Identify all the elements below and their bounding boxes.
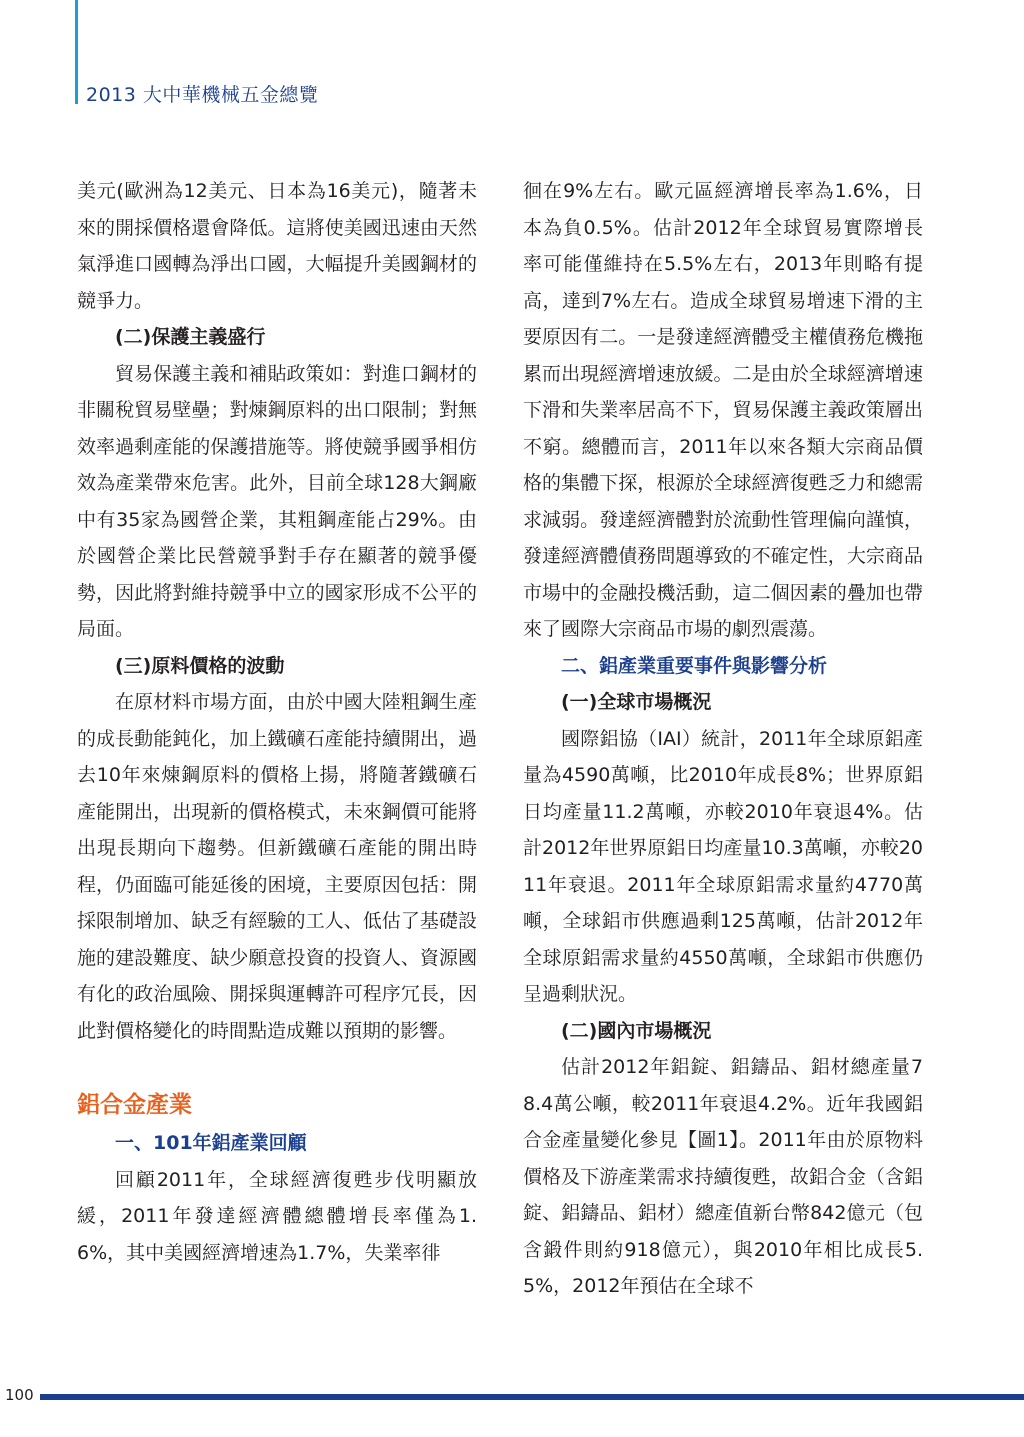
footer-rule xyxy=(40,1394,1024,1400)
paragraph: 徊在9%左右。歐元區經濟增長率為1.6%，日本為負0.5%。估計2012年全球貿易實際增長率可能僅維持在5.5%左右，2013年則略有提高，達到7%左右。造成全球貿易增速下滑的主要原因有二。一是發達經濟體受主權債務危機拖累而出現經濟增速放緩。二是由於全球經濟增速下滑和失業率居高不下，貿易保護主義政策層出不窮。總體而言，2011年以來各類大宗商品價格的集體下探，根源於全球經濟復甦乏力和總需求減弱。發達經濟體對於流動性管理偏向謹慎，發達經濟體債務問題導致的不確定性，大宗商品市場中的金融投機活動，這二個因素的疊加也帶來了國際大宗商品市場的劇烈震蕩。 xyxy=(523,180,923,640)
paragraph: 回顧2011年，全球經濟復甦步伐明顯放緩，2011年發達經濟體總體增長率僅為1.6%，其中美國經濟增速為1.7%，失業率徘 xyxy=(77,1168,477,1264)
section-title-aluminum: 鋁合金產業 xyxy=(77,1092,192,1118)
subheading-impact-analysis: 二、鋁產業重要事件與影響分析 xyxy=(561,654,828,677)
subheading-raw-material: (三)原料價格的波動 xyxy=(115,654,285,677)
subheading-domestic-market: (二)國內市場概況 xyxy=(561,1019,712,1042)
right-column xyxy=(523,173,923,1305)
subheading-global-market: (一)全球市場概況 xyxy=(561,691,712,713)
paragraph: 美元(歐洲為12美元、日本為16美元)，隨著未來的開採價格還會降低。這將使美國迅速由天然氣淨進口國轉為淨出口國，大幅提升美國鋼材的競爭力。 xyxy=(77,180,477,312)
paragraph: 國際鋁協（IAI）統計，2011年全球原鋁產量為4590萬噸，比2010年成長8%；世界原鋁日均產量11.2萬噸，亦較2010年衰退4%。估計2012年世界原鋁日均產量10.3萬噸，亦較2011年衰退。2011年全球原鋁需求量約4770萬噸，全球鋁市供應過剩125萬噸，估計2012年全球原鋁需求量約4550萬噸，全球鋁市供應仍呈過剩狀況。 xyxy=(523,727,923,1005)
paragraph: 貿易保護主義和補貼政策如：對進口鋼材的非關稅貿易壁壘；對煉鋼原料的出口限制；對無效率過剩產能的保護措施等。將使競爭國爭相仿效為產業帶來危害。此外，目前全球128大鋼廠中有35家為國營企業，其粗鋼產能占29%。由於國營企業比民營競爭對手存在顯著的競爭優勢，因此將對維持競爭中立的國家形成不公平的局面。 xyxy=(77,362,477,640)
page-number: 100 xyxy=(5,1386,34,1404)
left-column xyxy=(77,173,477,1271)
page-header-title: 2013 大中華機械五金總覽 xyxy=(86,84,319,106)
subheading-review: 一、101年鋁產業回顧 xyxy=(115,1132,307,1154)
paragraph: 估計2012年鋁錠、鋁鑄品、鋁材總產量78.4萬公噸，較2011年衰退4.2%。近年我國鋁合金產量變化參見【圖1】。2011年由於原物料價格及下游產業需求持續復甦，故鋁合金（含鋁錠、鋁鑄品、鋁材）總產值新台幣842億元（包含鍛件則約918億元），與2010年相比成長5.5%，2012年預估在全球不 xyxy=(523,1056,923,1297)
header-accent-bar xyxy=(75,0,78,104)
subheading-protectionism: (二)保護主義盛行 xyxy=(115,326,266,348)
paragraph: 在原材料市場方面，由於中國大陸粗鋼生產的成長動能鈍化，加上鐵礦石產能持續開出，過去10年來煉鋼原料的價格上揚，將隨著鐵礦石產能開出，出現新的價格模式，未來鋼價可能將出現長期向下趨勢。但新鐵礦石產能的開出時程，仍面臨可能延後的困境，主要原因包括：開採限制增加、缺乏有經驗的工人、低估了基礎設施的建設難度、缺少願意投資的投資人、資源國有化的政治風險、開採與運轉許可程序冗長，因此對價格變化的時間點造成難以預期的影響。 xyxy=(77,691,477,1042)
